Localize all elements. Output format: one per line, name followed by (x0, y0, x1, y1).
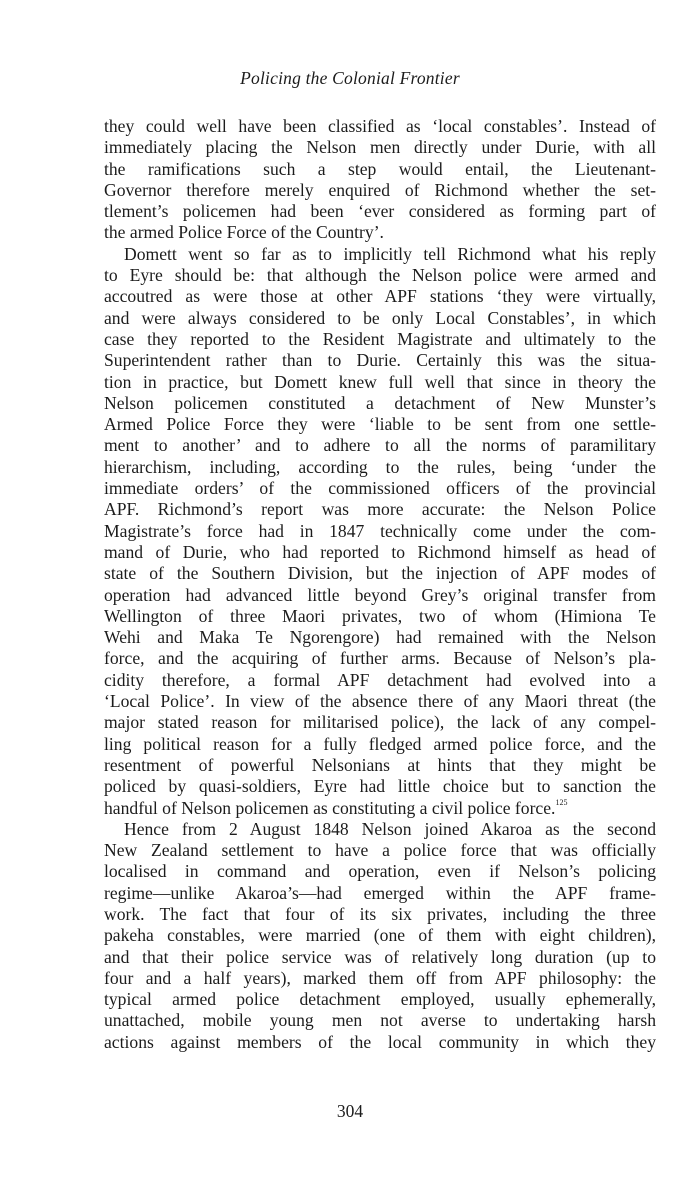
text-line-content: handful of Nelson policemen as constituting a civil police force. (104, 797, 556, 818)
text-line: major stated reason for militarised police), the lack of any compel- (104, 712, 656, 733)
text-line: immediately placing the Nelson men directly under Durie, with all (104, 137, 656, 158)
text-line: ling political reason for a fully fledged armed police force, and the (104, 733, 656, 754)
paragraph-1 (104, 116, 656, 244)
running-head: Policing the Colonial Frontier (240, 68, 460, 88)
text-line: policed by quasi-soldiers, Eyre had little choice but to sanction the (104, 776, 656, 797)
text-line: tlement’s policemen had been ‘ever considered as forming part of (104, 201, 656, 222)
text-line: Magistrate’s force had in 1847 technically come under the com- (104, 520, 656, 541)
footnote-marker: 125 (555, 797, 568, 807)
text-line: tion in practice, but Domett knew full well that since in theory the (104, 371, 656, 392)
text-line: resentment of powerful Nelsonians at hints that they might be (104, 754, 656, 775)
text-line: state of the Southern Division, but the injection of APF modes of (104, 563, 656, 584)
page-number: 304 (336, 1101, 364, 1121)
text-line (104, 798, 656, 819)
body-text (104, 116, 656, 1053)
text-line: typical armed police detachment employed, usually ephemerally, (104, 989, 656, 1010)
text-line: the ramifications such a step would entail, the Lieutenant- (104, 158, 656, 179)
text-line: hierarchism, including, according to the rules, being ‘under the (104, 456, 656, 477)
text-line: pakeha constables, were married (one of them with eight children), (104, 925, 656, 946)
text-line: the armed Police Force of the Country’. (104, 222, 384, 243)
text-line: operation had advanced little beyond Grey’s original transfer from (104, 584, 656, 605)
text-line: unattached, mobile young men not averse to undertaking harsh (104, 1010, 656, 1031)
text-line: four and a half years), marked them off from APF philosophy: the (104, 967, 656, 988)
text-line: localised in command and operation, even if Nelson’s policing (104, 861, 656, 882)
text-line: force, and the acquiring of further arms. Because of Nelson’s pla- (104, 648, 656, 669)
text-line: and that their police service was of relatively long duration (up to (104, 946, 656, 967)
text-line: accoutred as were those at other APF stations ‘they were virtually, (104, 286, 656, 307)
text-line: they could well have been classified as ‘local constables’. Instead of (104, 116, 656, 136)
text-line: mand of Durie, who had reported to Richmond himself as head of (104, 541, 656, 562)
text-line: ment to another’ and to adhere to all the norms of paramilitary (104, 435, 656, 456)
text-line: regime—unlike Akaroa’s—had emerged within the APF frame- (104, 882, 656, 903)
text-line: Hence from 2 August 1848 Nelson joined Akaroa as the second (124, 818, 656, 839)
text-line: Wehi and Maka Te Ngorengore) had remained with the Nelson (104, 627, 656, 648)
text-line: case they reported to the Resident Magistrate and ultimately to the (104, 328, 656, 349)
text-line: New Zealand settlement to have a police force that was officially (104, 840, 656, 861)
text-line: Nelson policemen constituted a detachment of New Munster’s (104, 392, 656, 413)
text-line: actions against members of the local community in which they (104, 1031, 656, 1052)
text-line: Governor therefore merely enquired of Richmond whether the set- (104, 179, 656, 200)
text-line: Superintendent rather than to Durie. Certainly this was the situa- (104, 350, 656, 371)
text-line: cidity therefore, a formal APF detachment had evolved into a (104, 669, 656, 690)
text-line: Armed Police Force they were ‘liable to be sent from one settle- (104, 414, 656, 435)
text-line: Domett went so far as to implicitly tell Richmond what his reply (124, 243, 656, 264)
text-line: and were always considered to be only Local Constables’, in which (104, 307, 656, 328)
text-line: APF. Richmond’s report was more accurate: the Nelson Police (104, 499, 656, 520)
text-line: Wellington of three Maori privates, two of whom (Himiona Te (104, 605, 656, 626)
text-line: ‘Local Police’. In view of the absence there of any Maori threat (the (104, 691, 656, 712)
paragraph-2 (104, 244, 656, 819)
text-line: to Eyre should be: that although the Nelson police were armed and (104, 265, 656, 286)
text-line: immediate orders’ of the commissioned officers of the provincial (104, 478, 656, 499)
text-line: work. The fact that four of its six privates, including the three (104, 903, 656, 924)
paragraph-3 (104, 819, 656, 1053)
